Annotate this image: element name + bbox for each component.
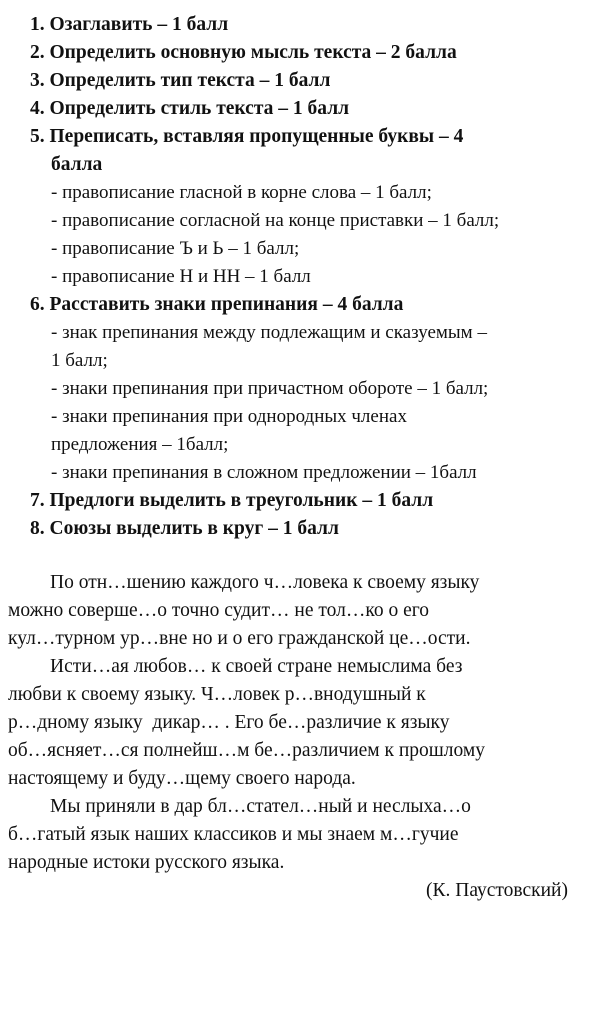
subtask-item (30, 235, 586, 263)
task-label: 7. Предлоги выделить в треугольник – 1 балл (30, 490, 434, 511)
subtask-list (30, 179, 586, 291)
subtask-item (30, 207, 586, 235)
exercise-text (8, 569, 588, 905)
subtask-label: предложения – 1балл; (51, 434, 229, 455)
task-label: 1. Озаглавить – 1 балл (30, 14, 229, 35)
subtask-label: 1 балл; (51, 350, 108, 371)
text-line: р…дному языку дикар… . Его бе…различие к языку (8, 712, 450, 733)
subtask-item (30, 263, 586, 291)
task-label: 5. Переписать, вставляя пропущенные буквы – 4 (30, 126, 464, 147)
task-label: балла (51, 154, 103, 175)
author-attribution: (К. Паустовский) (425, 880, 568, 901)
subtask-label: - правописание Н и НН – 1 балл (51, 266, 311, 287)
subtask-item (30, 179, 586, 207)
task-item (30, 11, 586, 39)
subtask-label: - правописание Ъ и Ь – 1 балл; (51, 238, 300, 259)
text-line: б…гатый язык наших классиков и мы знаем м…гучие (8, 824, 459, 845)
text-line: об…ясняет…ся полнейш…м бе…различием к прошлому (8, 740, 485, 761)
task-item (30, 291, 586, 487)
task-item (30, 67, 586, 95)
text-line: можно соверше…о точно судит… не тол…ко о его (8, 600, 429, 621)
text-line: Мы приняли в дар бл…стател…ный и неслыха…о (50, 796, 471, 817)
text-line: любви к своему языку. Ч…ловек р…внодушный к (8, 684, 426, 705)
subtask-label: - знак препинания между подлежащим и сказуемым – (51, 322, 487, 343)
text-line: кул…турном ур…вне но и о его гражданской це…ости. (8, 628, 471, 649)
text-line: По отн…шению каждого ч…ловека к своему языку (50, 572, 480, 593)
task-label: 4. Определить стиль текста – 1 балл (30, 98, 350, 119)
text-line: Исти…ая любов… к своей стране немыслима без (50, 656, 463, 677)
task-item (30, 123, 586, 291)
subtask-label: - правописание согласной на конце приставки – 1 балл; (51, 210, 500, 231)
task-label: 8. Союзы выделить в круг – 1 балл (30, 518, 339, 539)
task-item (30, 515, 586, 543)
subtask-item (30, 403, 586, 459)
subtask-list (30, 319, 586, 487)
subtask-item (30, 319, 586, 375)
task-label: 6. Расставить знаки препинания – 4 балла (30, 294, 404, 315)
subtask-label: - знаки препинания при однородных членах (51, 406, 407, 427)
subtask-label: - знаки препинания при причастном обороте – 1 балл; (51, 378, 489, 399)
subtask-item (30, 459, 586, 487)
task-item (30, 95, 586, 123)
subtask-item (30, 375, 586, 403)
task-label: 2. Определить основную мысль текста – 2 балла (30, 42, 457, 63)
task-item (30, 39, 586, 67)
text-line: народные истоки русского языка. (8, 852, 285, 873)
task-item (30, 487, 586, 515)
text-line: настоящему и буду…щему своего народа. (8, 768, 356, 789)
subtask-label: - правописание гласной в корне слова – 1 балл; (51, 182, 432, 203)
subtask-label: - знаки препинания в сложном предложении – 1балл (51, 462, 477, 483)
task-label: 3. Определить тип текста – 1 балл (30, 70, 331, 91)
task-list (30, 11, 586, 543)
